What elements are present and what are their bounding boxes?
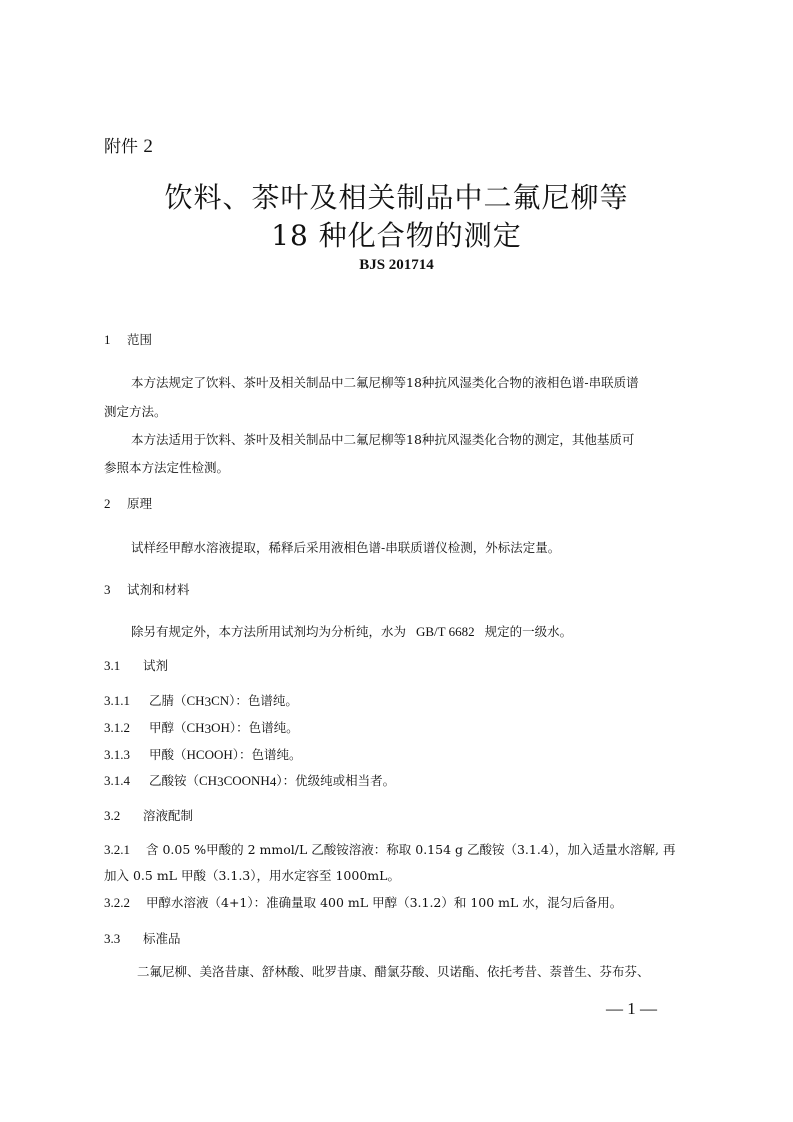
paragraph: 本方法适用于饮料、茶叶及相关制品中二氟尼柳等18种抗风湿类化合物的测定，其他基质可 bbox=[131, 432, 635, 447]
document-title-line2: 18 种化合物的测定 bbox=[271, 219, 522, 252]
formula-subscript: 3 bbox=[217, 774, 224, 789]
section-heading-3 bbox=[104, 580, 190, 598]
item-number: 3.2.2 bbox=[104, 895, 130, 910]
section-heading-1 bbox=[104, 330, 152, 348]
reagent-item bbox=[104, 718, 299, 737]
paragraph bbox=[131, 622, 572, 640]
section-title: 溶液配制 bbox=[142, 808, 193, 823]
item-number: 3.1.3 bbox=[104, 747, 130, 762]
attachment-label bbox=[104, 132, 153, 158]
paragraph: 参照本方法定性检测。 bbox=[104, 460, 230, 475]
attachment-text: 附件 bbox=[104, 137, 138, 157]
subsection-heading-3-2 bbox=[104, 806, 193, 824]
section-heading-2 bbox=[104, 494, 152, 512]
formula: OH bbox=[211, 720, 230, 735]
section-number: 3 bbox=[104, 582, 111, 597]
attachment-number: 2 bbox=[143, 136, 153, 157]
section-title: 范围 bbox=[126, 332, 152, 347]
reagent-name: 乙腈（ bbox=[149, 693, 187, 708]
section-number: 3.1 bbox=[104, 658, 121, 673]
standard-reference: GB/T 6682 bbox=[416, 624, 475, 639]
reagent-item bbox=[104, 691, 298, 710]
document-code: BJS 201714 bbox=[359, 257, 434, 273]
subsection-heading-3-3 bbox=[104, 929, 181, 947]
section-number: 2 bbox=[104, 496, 111, 511]
formula: HCOOH bbox=[186, 747, 233, 762]
section-number: 1 bbox=[104, 332, 111, 347]
solution-item-continued: 加入 0.5 mL 甲酸（3.1.3），用水定容至 1000mL。 bbox=[104, 868, 400, 883]
formula: CN bbox=[211, 693, 230, 708]
reagent-item bbox=[104, 745, 302, 763]
text: 规定的一级水。 bbox=[484, 624, 573, 639]
paragraph: 本方法规定了饮料、茶叶及相关制品中二氟尼柳等18种抗风湿类化合物的液相色谱-串联质谱 bbox=[131, 375, 639, 390]
paragraph: 测定方法。 bbox=[104, 404, 167, 419]
grade: ）：色谱纯。 bbox=[232, 747, 302, 762]
solution-item bbox=[104, 840, 675, 858]
document-title-line1: 饮料、茶叶及相关制品中二氟尼柳等 bbox=[164, 181, 629, 214]
formula: CH bbox=[186, 693, 205, 708]
item-text: 甲醇水溶液（4+1）：准确量取 400 mL 甲醇（3.1.2）和 100 mL 水，混匀后备用。 bbox=[146, 895, 623, 910]
formula-subscript: 3 bbox=[204, 721, 212, 736]
section-title: 原理 bbox=[126, 496, 152, 511]
paragraph: 试样经甲醇水溶液提取，稀释后采用液相色谱-串联质谱仪检测，外标法定量。 bbox=[131, 540, 561, 555]
reagent-name: 甲醇（ bbox=[149, 720, 187, 735]
solution-item bbox=[104, 893, 622, 911]
reagent-item bbox=[104, 771, 395, 790]
reagent-name: 乙酸铵（ bbox=[149, 773, 200, 788]
grade: ）：色谱纯。 bbox=[229, 693, 298, 708]
section-number: 3.2 bbox=[104, 808, 121, 823]
section-number: 3.3 bbox=[104, 931, 121, 946]
grade: ）：色谱纯。 bbox=[229, 720, 299, 735]
section-title: 试剂 bbox=[142, 658, 168, 673]
item-number: 3.1.1 bbox=[104, 693, 130, 708]
item-number: 3.2.1 bbox=[104, 842, 130, 857]
formula: CH bbox=[199, 773, 218, 788]
item-number: 3.1.2 bbox=[104, 720, 130, 735]
reagent-name: 甲酸（ bbox=[149, 747, 187, 762]
formula: COONH bbox=[223, 773, 270, 788]
section-title: 试剂和材料 bbox=[126, 582, 190, 597]
page-number: — 1 — bbox=[606, 999, 657, 1018]
subsection-heading-3-1 bbox=[104, 656, 168, 674]
item-text: 含 0.05 %甲酸的 2 mmol/L 乙酸铵溶液：称取 0.154 g 乙酸铵（3.1.4），加入适量水溶解, 再 bbox=[146, 842, 676, 857]
section-title: 标准品 bbox=[142, 931, 181, 946]
formula: CH bbox=[186, 720, 205, 735]
paragraph: 二氟尼柳、美洛昔康、舒林酸、吡罗昔康、醋氯芬酸、贝诺酯、依托考昔、萘普生、芬布芬、 bbox=[137, 964, 650, 979]
text: 除另有规定外，本方法所用试剂均为分析纯，水为 bbox=[131, 624, 407, 639]
item-number: 3.1.4 bbox=[104, 773, 130, 788]
formula-subscript: 3 bbox=[204, 694, 212, 709]
grade: ）：优级纯或相当者。 bbox=[276, 773, 396, 788]
formula-subscript: 4 bbox=[269, 774, 277, 789]
